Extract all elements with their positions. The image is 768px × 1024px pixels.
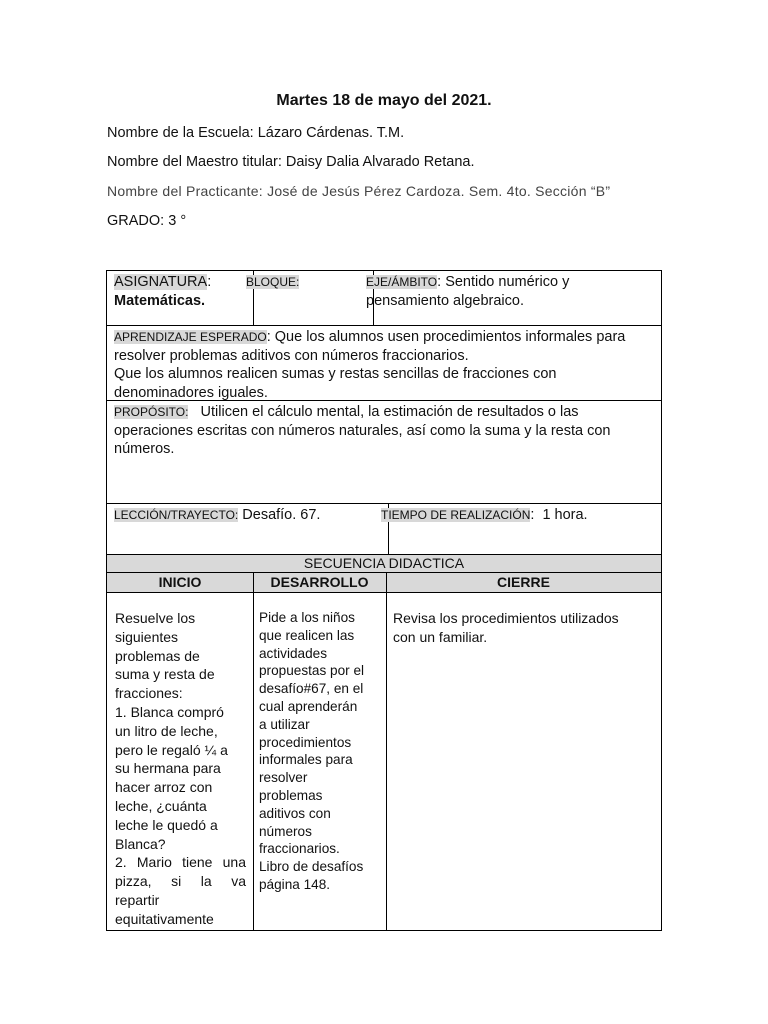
cierre-cell — [386, 593, 661, 930]
subject-label: ASIGNATURA — [114, 274, 208, 290]
inicio-line: pero le regaló ¼ a — [115, 741, 228, 758]
axis-label: EJE/ÁMBITO — [366, 275, 438, 289]
desarrollo-line: propuestas por el — [259, 663, 365, 679]
axis-value-1: : Sentido numérico y — [437, 274, 570, 290]
block-cell — [239, 271, 374, 329]
inicio-line: fracciones: — [115, 685, 183, 702]
purpose-row — [106, 400, 662, 504]
sequence-header-row — [106, 572, 662, 593]
inicio-line: equitativamente — [115, 910, 214, 927]
purpose-line-3: números. — [114, 441, 175, 457]
inicio-line: suma y resta de — [115, 666, 215, 683]
subject-value: Matemáticas. — [114, 292, 206, 309]
subject-row — [106, 270, 662, 326]
desarrollo-cell — [253, 593, 387, 930]
desarrollo-line: procedimientos — [259, 734, 352, 750]
time-value: : 1 hora. — [530, 507, 588, 523]
desarrollo-line: a utilizar — [259, 716, 310, 732]
desarrollo-line: cual aprenderán — [259, 698, 358, 714]
inicio-line: Blanca? — [115, 835, 166, 852]
time-label: TIEMPO DE REALIZACIÓN — [381, 508, 531, 522]
inicio-line: Resuelve los — [115, 610, 196, 626]
desarrollo-line: informales para — [259, 752, 353, 768]
sequence-title: SECUENCIA DIDACTICA — [106, 554, 662, 573]
expected-learning-line-4: denominadores iguales. — [114, 384, 268, 401]
lesson-cell — [107, 504, 389, 558]
purpose-line-1: Utilicen el cálculo mental, la estimación de resultados o las — [188, 404, 579, 420]
column-header-cierre: CIERRE — [497, 574, 550, 590]
trainee-name: Nombre del Practicante: José de Jesús Pérez Cardoza. Sem. 4to. Sección “B” — [107, 183, 611, 199]
inicio-line: leche, ¿cuánta — [115, 797, 207, 814]
inicio-line: 2. Mario tiene una — [115, 854, 246, 871]
column-header-inicio: INICIO — [107, 573, 254, 592]
page-title: Martes 18 de mayo del 2021. — [276, 92, 492, 109]
inicio-cell — [107, 593, 254, 930]
axis-cell — [359, 271, 675, 329]
axis-value-2: pensamiento algebraico. — [366, 292, 524, 309]
inicio-line: su hermana para — [115, 760, 221, 777]
expected-learning-line-2: resolver problemas aditivos con números fraccionarios. — [114, 347, 469, 364]
inicio-line: leche le quedó a — [115, 816, 218, 833]
inicio-line: repartir — [115, 891, 160, 908]
lesson-value: Desafío. 67. — [238, 507, 321, 523]
desarrollo-line: resolver — [259, 770, 308, 786]
desarrollo-line: actividades — [259, 645, 328, 661]
purpose-label: PROPÓSITO: — [114, 405, 189, 419]
inicio-line: un litro de leche, — [115, 722, 218, 739]
column-header-desarrollo: DESARROLLO — [253, 573, 387, 592]
inicio-line: 1. Blanca compró — [115, 703, 224, 720]
inicio-line: hacer arroz con — [115, 779, 213, 796]
grade: GRADO: 3 ° — [107, 213, 187, 229]
desarrollo-line: aditivos con — [259, 805, 331, 821]
inicio-line: pizza, si la va — [115, 873, 246, 890]
desarrollo-line: problemas — [259, 787, 323, 803]
cierre-line: Revisa los procedimientos utilizados — [393, 610, 619, 626]
inicio-line: problemas de — [115, 647, 200, 664]
lesson-label: LECCIÓN/TRAYECTO: — [114, 508, 239, 522]
block-label: BLOQUE: — [246, 275, 300, 289]
sequence-body-row — [106, 592, 662, 931]
subject-colon: : — [207, 274, 212, 290]
time-cell — [374, 504, 675, 558]
desarrollo-line: desafío#67, en el — [259, 681, 364, 697]
desarrollo-line: números — [259, 823, 312, 839]
inicio-line: siguientes — [115, 628, 179, 645]
cierre-line: con un familiar. — [393, 628, 488, 645]
expected-learning-line-1: : Que los alumnos usen procedimientos informales para — [266, 329, 626, 345]
desarrollo-line: fraccionarios. — [259, 841, 340, 857]
subject-cell — [107, 271, 254, 329]
expected-learning-label: APRENDIZAJE ESPERADO — [114, 330, 267, 344]
expected-learning-row — [106, 325, 662, 401]
school-name: Nombre de la Escuela: Lázaro Cárdenas. T.M. — [107, 125, 405, 141]
desarrollo-line: Pide a los niños — [259, 610, 355, 625]
purpose-line-2: operaciones escritas con números naturales, así como la suma y la resta con — [114, 422, 611, 439]
lesson-row — [106, 503, 662, 555]
teacher-name: Nombre del Maestro titular: Daisy Dalia Alvarado Retana. — [107, 154, 475, 170]
desarrollo-line: que realicen las — [259, 627, 355, 643]
desarrollo-line: Libro de desafíos — [259, 859, 364, 875]
desarrollo-line: página 148. — [259, 876, 331, 892]
expected-learning-line-3: Que los alumnos realicen sumas y restas sencillas de fracciones con — [114, 366, 557, 382]
